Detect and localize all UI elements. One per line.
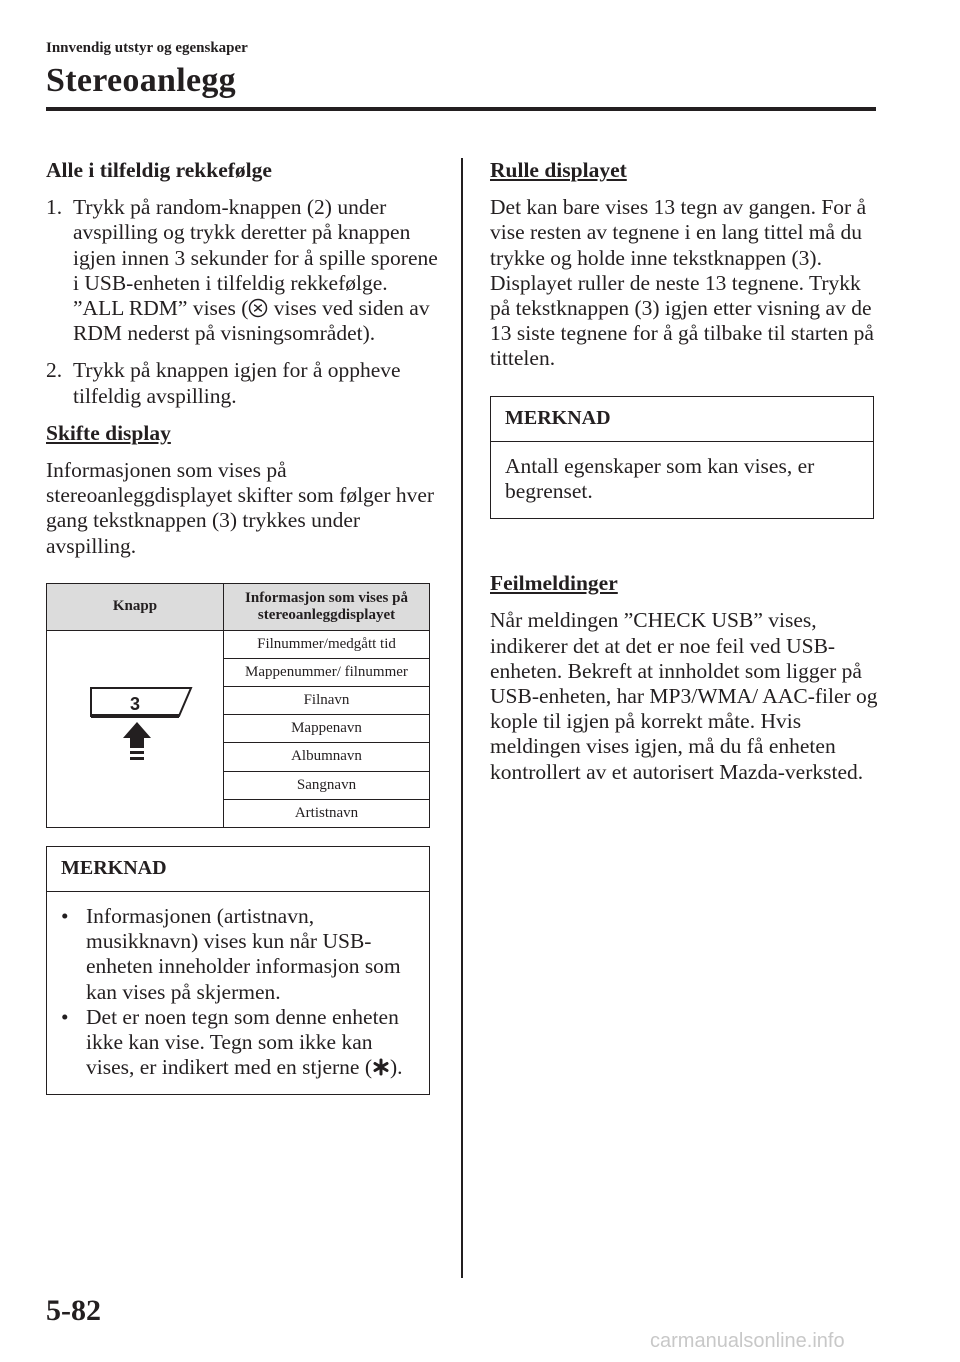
display-row: Sangnavn xyxy=(224,771,430,799)
scroll-heading: Rulle displayet xyxy=(490,158,627,182)
step-2 xyxy=(46,358,438,408)
asterisk-icon xyxy=(372,1058,390,1076)
bullet-text: Informasjonen (artistnavn, musikknavn) vises kun når USB-enheten inneholder informasjon som kan vises på skjermen. xyxy=(86,904,401,1004)
text-button-icon xyxy=(51,676,219,776)
switch-display-text: Informasjonen som vises på stereoanleggdisplayet skifter som følger hver gang tekstknappen (3) trykkes under avspilling. xyxy=(46,458,435,558)
step-text: Trykk på knappen igjen for å oppheve tilfeldig avspilling. xyxy=(73,358,401,408)
switch-display-heading: Skifte display xyxy=(46,420,171,445)
error-heading: Feilmeldinger xyxy=(490,571,618,596)
display-row: Albumnavn xyxy=(224,743,430,771)
step-text: Trykk på random-knappen (2) under avspilling og trykk deretter på knappen igjen innen 3 sekunder for å spille sporene i USB-enheten i tilfeldig rekkefølge. ”ALL RDM” vises ( vises ved siden av RDM nederst på visningsområdet). xyxy=(73,195,438,346)
section-label: Innvendig utstyr og egenskaper xyxy=(46,40,248,56)
bullet-mark: • xyxy=(61,1004,69,1029)
note-bullet-1 xyxy=(61,904,415,1005)
table-header-button: Knapp xyxy=(47,583,224,630)
display-row: Filnavn xyxy=(224,687,430,715)
random-heading: Alle i tilfeldig rekkefølge xyxy=(46,158,272,182)
step-1 xyxy=(46,195,438,346)
bullet-mark: • xyxy=(61,904,69,929)
display-row: Mappenummer/ filnummer xyxy=(224,658,430,686)
watermark: carmanualsonline.info xyxy=(650,1330,845,1352)
display-row: Filnummer/medgått tid xyxy=(224,630,430,658)
page-title: Stereoanlegg xyxy=(46,62,236,99)
left-column xyxy=(46,158,438,1095)
error-text: Når meldingen ”CHECK USB” vises, indikerer det at det er noe feil ved USB-enheten. Bekreft at innholdet som ligger på USB-enheten, har MP3/WMA/ AAC-filer og kople til igjen på korrekt måte. Hvis meldingen vises igjen, må du få enheten kontrollert av et autorisert Mazda-verksted. xyxy=(490,608,878,784)
random-disc-icon xyxy=(248,298,268,318)
note-body xyxy=(47,892,429,1094)
display-row: Artistnavn xyxy=(224,799,430,827)
note-box-left xyxy=(46,846,430,1096)
page-number: 5-82 xyxy=(46,1294,101,1327)
button-number-label: 3 xyxy=(129,694,141,715)
display-table xyxy=(46,583,430,828)
bullet-text: Det er noen tegn som denne enheten ikke kan vise. Tegn som ikke kan vises, er indikert med en stjerne ( ). xyxy=(86,1004,403,1080)
note-box-right xyxy=(490,396,874,520)
table-header-info: Informasjon som vises på stereoanleggdisplayet xyxy=(224,583,430,630)
text-button-illustration xyxy=(47,630,224,827)
right-column xyxy=(490,158,880,797)
note-title: MERKNAD xyxy=(47,847,429,892)
note-title: MERKNAD xyxy=(491,397,873,442)
note-body: Antall egenskaper som kan vises, er begrenset. xyxy=(505,453,815,504)
step-number: 1. xyxy=(46,195,63,220)
note-bullet-2 xyxy=(61,1005,415,1081)
step-number: 2. xyxy=(46,358,63,383)
column-divider xyxy=(461,158,463,1278)
display-row: Mappenavn xyxy=(224,715,430,743)
scroll-text: Det kan bare vises 13 tegn av gangen. For å vise resten av tegnene i en lang tittel må du trykke og holde inne tekstknappen (3). Displayet ruller de neste 13 tegnene. Trykk på tekstknappen (3) igjen etter visning av de 13 siste tegnene for å gå tilbake til starten på tittelen. xyxy=(490,195,874,371)
title-rule xyxy=(46,107,876,111)
